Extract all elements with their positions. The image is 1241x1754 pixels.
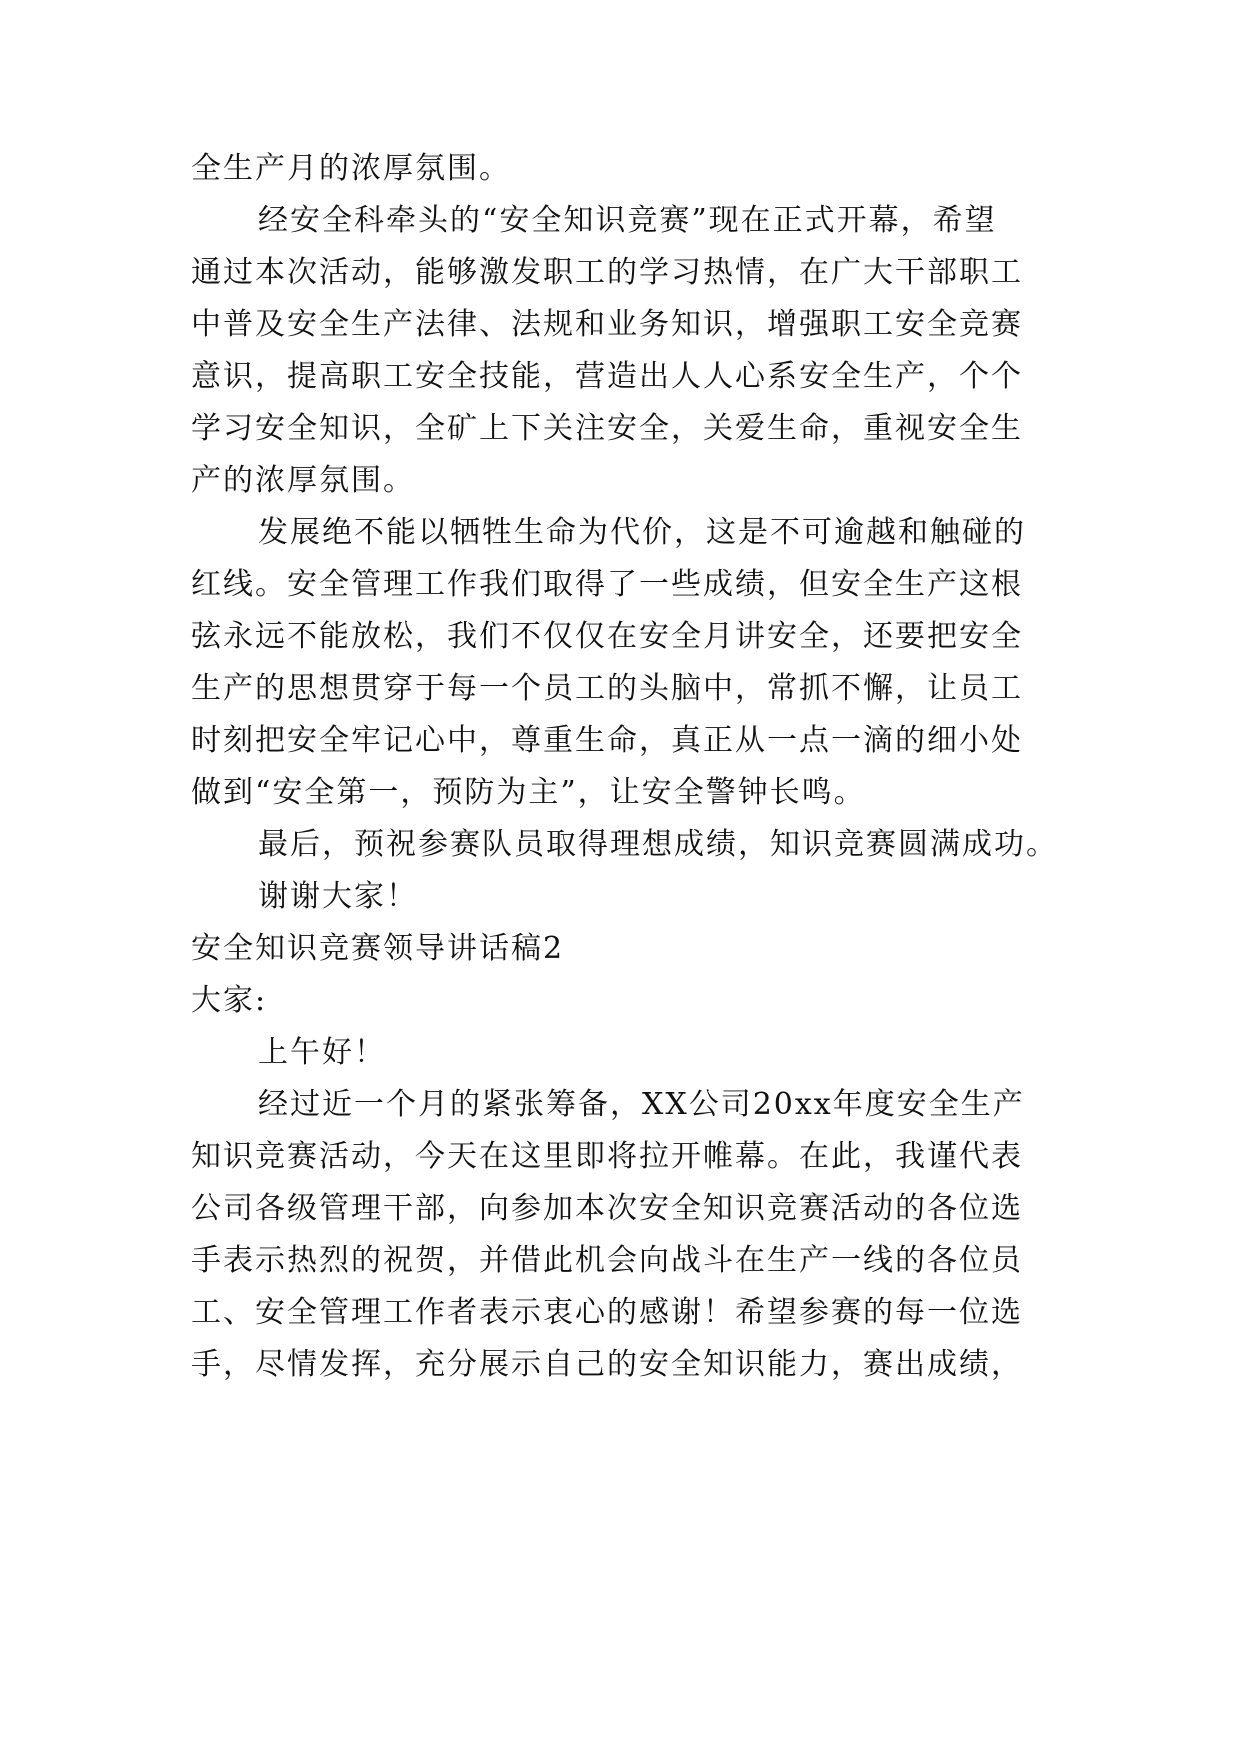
paragraph-start-line: 最后，预祝参赛队员取得理想成绩，知识竞赛圆满成功。	[258, 827, 1058, 862]
section-title: 安全知识竞赛领导讲话稿2	[191, 931, 565, 966]
text-line: 学习安全知识，全矿上下关注安全，关爱生命，重视安全生	[191, 411, 1023, 446]
text-line: 手，尽情发挥，充分展示自己的安全知识能力，赛出成绩，	[191, 1347, 1023, 1382]
text-line: 时刻把安全牢记心中，尊重生命，真正从一点一滴的细小处	[191, 723, 1023, 758]
text-line: 通过本次活动，能够激发职工的学习热情，在广大干部职工	[191, 255, 1023, 290]
text-line: 公司各级管理干部，向参加本次安全知识竞赛活动的各位选	[191, 1191, 1023, 1226]
text-line: 中普及安全生产法律、法规和业务知识，增强职工安全竞赛	[191, 307, 1023, 342]
text-line: 产的浓厚氛围。	[191, 463, 415, 498]
text-line: 全生产月的浓厚氛围。	[191, 151, 511, 186]
text-line: 红线。安全管理工作我们取得了一些成绩，但安全生产这根	[191, 567, 1023, 602]
text-line: 工、安全管理工作者表示衷心的感谢！希望参赛的每一位选	[191, 1295, 1023, 1330]
paragraph-start-line: 经安全科牵头的“安全知识竞赛”现在正式开幕，希望	[258, 203, 997, 238]
text-line: 弦永远不能放松，我们不仅仅在安全月讲安全，还要把安全	[191, 619, 1023, 654]
text-line: 生产的思想贯穿于每一个员工的头脑中，常抓不懈，让员工	[191, 671, 1023, 706]
text-line: 知识竞赛活动，今天在这里即将拉开帷幕。在此，我谨代表	[191, 1139, 1023, 1174]
text-line: 手表示热烈的祝贺，并借此机会向战斗在生产一线的各位员	[191, 1243, 1023, 1278]
paragraph-start-line: 发展绝不能以牺牲生命为代价，这是不可逾越和触碰的	[258, 515, 1026, 550]
salutation: 大家:	[191, 983, 268, 1018]
text-line: 意识，提高职工安全技能，营造出人人心系安全生产，个个	[191, 359, 1023, 394]
greeting: 上午好！	[258, 1035, 386, 1070]
paragraph-start-line: 经过近一个月的紧张筹备，XX公司20xx年度安全生产	[258, 1087, 1025, 1122]
text-line: 做到“安全第一，预防为主”，让安全警钟长鸣。	[191, 775, 866, 810]
closing-thanks: 谢谢大家！	[258, 879, 418, 914]
